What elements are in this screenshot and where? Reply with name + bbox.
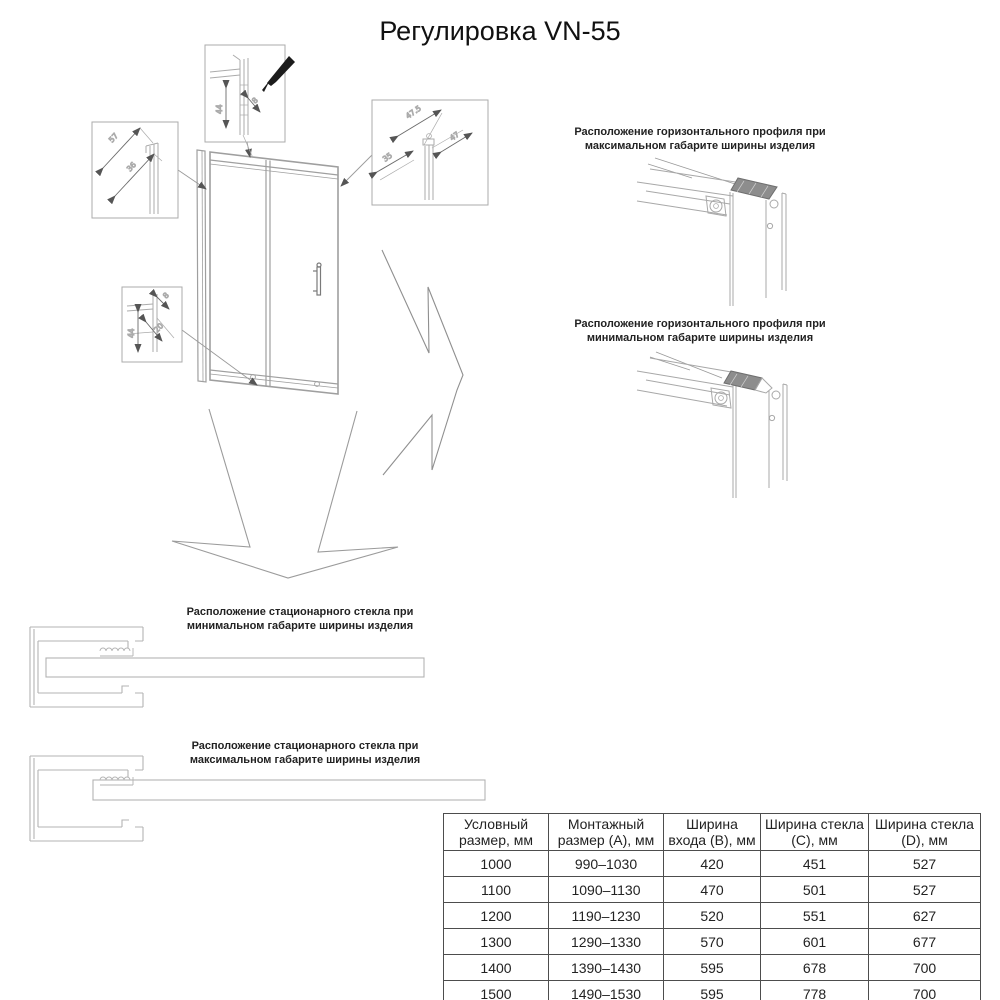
table-cell: 551 (761, 903, 869, 929)
table-cell: 1290–1330 (549, 929, 664, 955)
dim-label: 36 (124, 160, 138, 174)
table-row (444, 851, 981, 877)
table-row (444, 929, 981, 955)
corner-assembly-max (637, 169, 786, 306)
table-cell: 501 (761, 877, 869, 903)
size-table-head (444, 814, 981, 851)
dim-label: 44 (215, 104, 224, 114)
table-cell: 627 (869, 903, 981, 929)
table-cell: 1000 (444, 851, 549, 877)
note-static-glass-max: Расположение стационарного стекла при максимальном габарите ширины изделия (189, 740, 421, 766)
table-row (444, 877, 981, 903)
dim-label: 47.5 (403, 103, 423, 121)
table-cell: 595 (664, 981, 761, 1000)
column-header: Ширина стекла (C), мм (761, 814, 869, 851)
table-cell: 570 (664, 929, 761, 955)
table-cell: 1200 (444, 903, 549, 929)
table-cell: 1500 (444, 981, 549, 1000)
note-horizontal-profile-min: Расположение горизонтального профиля при минимальном габарите ширины изделия (574, 318, 826, 344)
table-cell: 990–1030 (549, 851, 664, 877)
table-cell: 1090–1130 (549, 877, 664, 903)
table-cell: 700 (869, 981, 981, 1000)
column-header: Ширина стекла (D), мм (869, 814, 981, 851)
horizontal-profile-end-cap (731, 178, 777, 199)
leader-lines (178, 142, 735, 385)
column-header: Условный размер, мм (444, 814, 549, 851)
glass-panel (46, 658, 424, 677)
note-horizontal-profile-max: Расположение горизонтального профиля при максимальном габарите ширины изделия (574, 126, 826, 152)
big-down-arrow (172, 409, 398, 578)
header-row (444, 814, 981, 851)
table-cell: 527 (869, 877, 981, 903)
table-cell: 700 (869, 955, 981, 981)
table-cell: 527 (869, 851, 981, 877)
table-cell: 1190–1230 (549, 903, 664, 929)
table-row (444, 955, 981, 981)
door-handle (313, 263, 321, 295)
dim-label: 35 (380, 150, 394, 164)
table-cell: 1490–1530 (549, 981, 664, 1000)
table-cell: 520 (664, 903, 761, 929)
table-cell: 595 (664, 955, 761, 981)
corner-assembly-min (637, 358, 787, 498)
page-title: Регулировка VN-55 (379, 16, 621, 46)
dim-label: 47 (447, 129, 461, 143)
adjuster-serration (100, 648, 133, 656)
table-cell: 1100 (444, 877, 549, 903)
dim-label: 8 (250, 95, 260, 106)
table-cell: 778 (761, 981, 869, 1000)
table-row (444, 903, 981, 929)
table-cell: 1390–1430 (549, 955, 664, 981)
table-cell: 678 (761, 955, 869, 981)
section-glass-max (30, 756, 485, 841)
detail-box-top-adjuster (205, 45, 295, 158)
table-cell: 420 (664, 851, 761, 877)
table-cell: 1300 (444, 929, 549, 955)
column-header: Ширина входа (B), мм (664, 814, 761, 851)
dim-label: 57 (106, 131, 120, 145)
adjuster-serration (100, 777, 133, 785)
flash-arrow (382, 250, 463, 475)
table-cell: 1400 (444, 955, 549, 981)
column-header: Монтажный размер (A), мм (549, 814, 664, 851)
screwdriver-icon (262, 56, 295, 92)
section-glass-min (30, 627, 424, 707)
table-cell: 677 (869, 929, 981, 955)
detail-box-corner-profile (92, 122, 178, 218)
table-cell: 601 (761, 929, 869, 955)
door-drawing (197, 150, 338, 394)
note-static-glass-min: Расположение стационарного стекла при минимальном габарите ширины изделия (186, 606, 414, 632)
table-row (444, 981, 981, 1000)
dim-label: 20 (152, 321, 166, 335)
detail-box-bottom-profile (122, 287, 182, 362)
glass-panel (93, 780, 485, 800)
detail-box-top-profile (372, 100, 488, 205)
size-table-body (444, 851, 981, 1000)
table-cell: 470 (664, 877, 761, 903)
dim-label: 44 (127, 328, 136, 338)
dim-label: 8 (161, 290, 171, 301)
size-table (443, 813, 981, 1000)
table-cell: 451 (761, 851, 869, 877)
